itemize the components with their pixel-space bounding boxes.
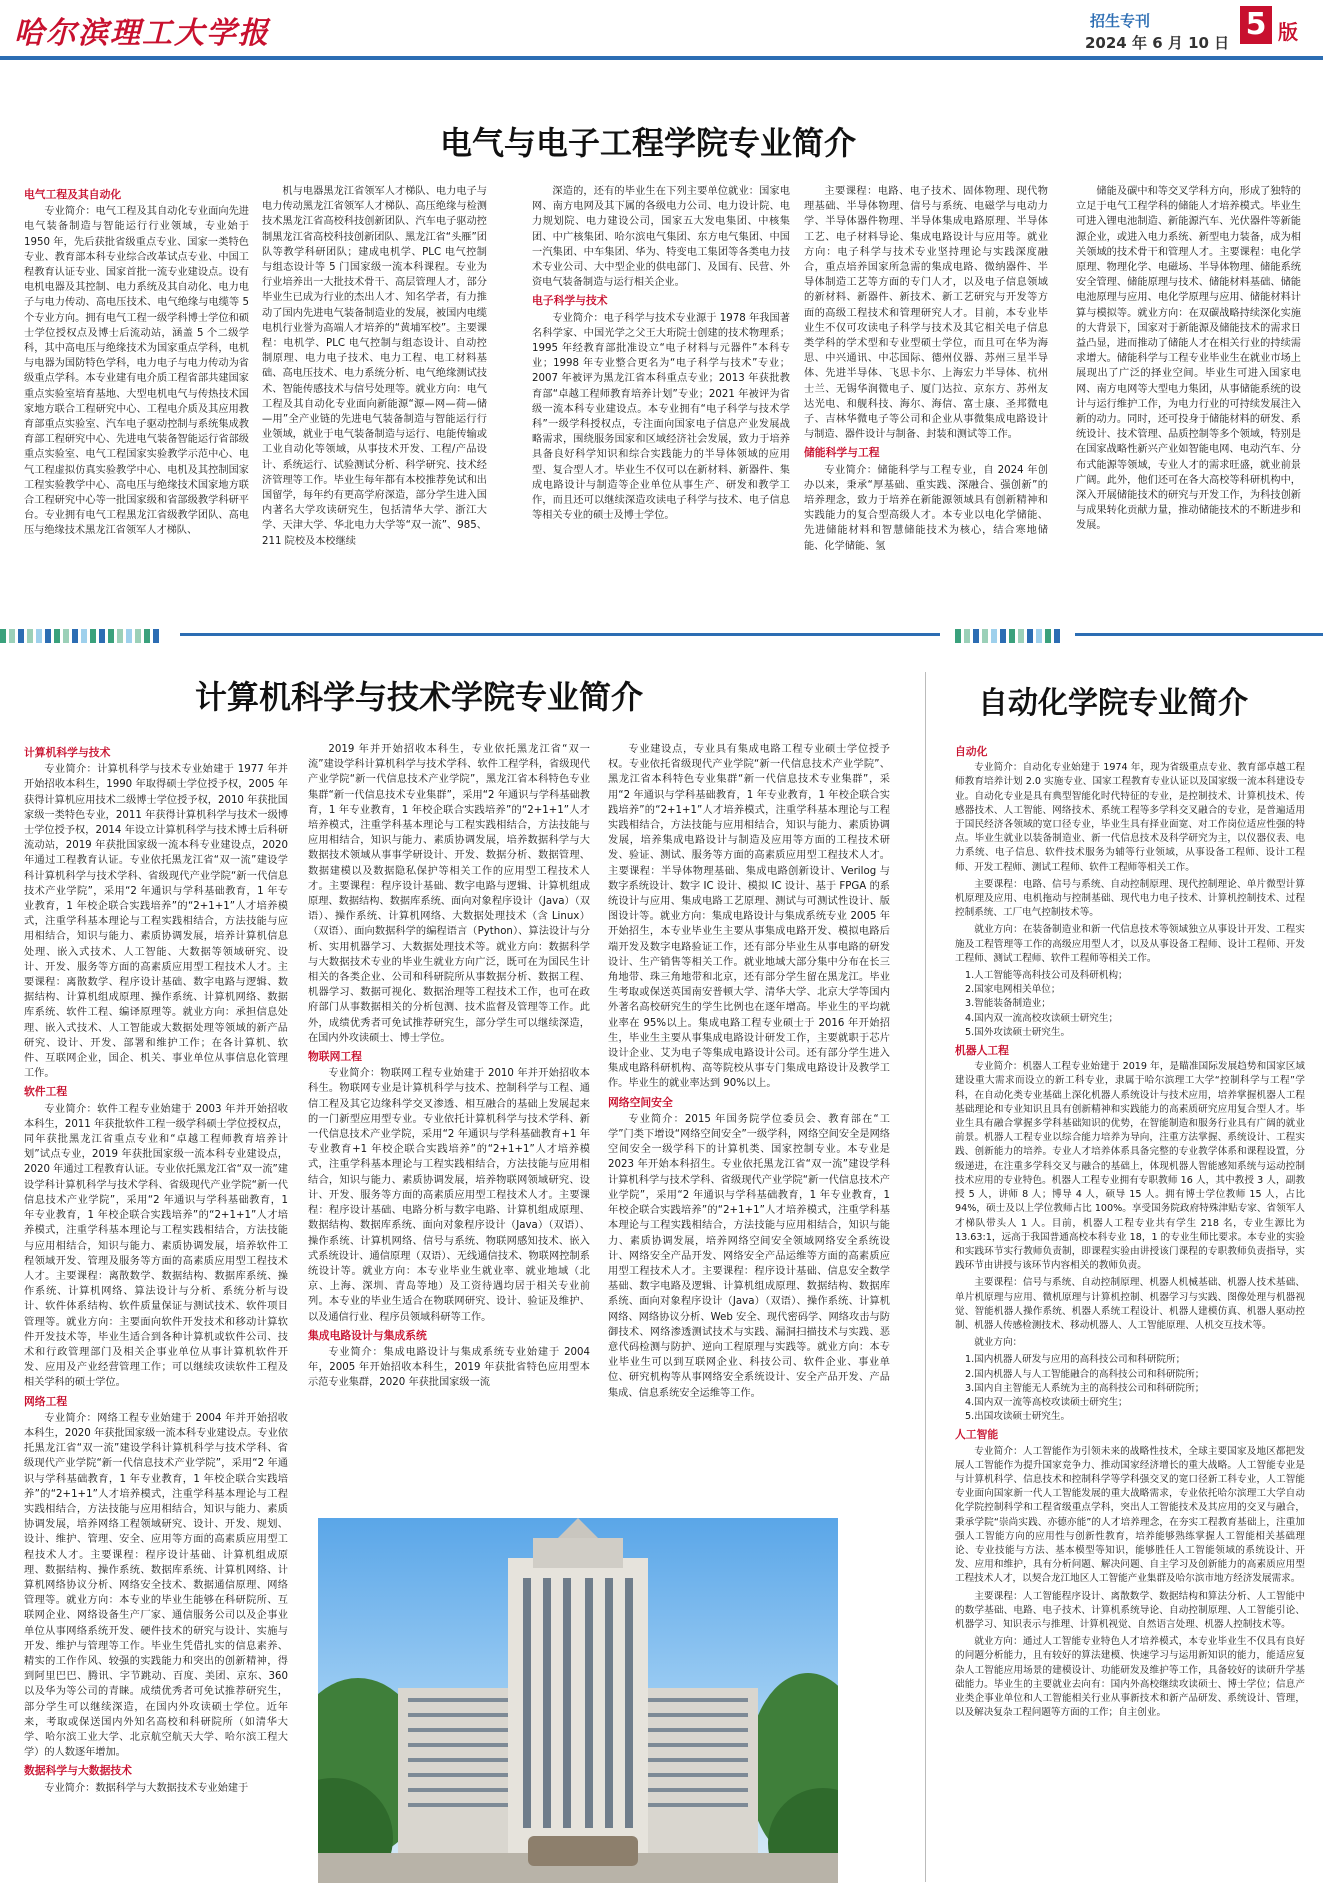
paragraph: 储能及碳中和等交叉学科方向，形成了独特的立足于电气工程学科的储能人才培养模式。毕业生可进入锂电池制造、新能源汽车、光伏器件等新能源企业，或进入电力系统、新型电力装备，成为相关领域的技术骨干和管理人才。主要课程：电化学原理、物理化学、电磁场、半导体物理、储能系统安全管理、储能原理与技术、储能材料基础、储能电池原理与应用、电化学原理与应用、储能材料计算与模拟等。就业方向：在双碳战略持续深化实施的大背景下，国家对于新能源及储能技术的需求日益凸显，进而推动了储能人才在相关行业的持续需求增大。储能科学与工程专业毕业生在就业市场上展现出了广泛的择业空间。毕业生可进入国家电网、南方电网等大型电力集团，从事储能系统的设计与运行维护工作，为电力行业的可持续发展注入新的动力。同时，还可投身于储能材料的研发、系统设计、技术管理、品质控制等多个领域，特别是在国家战略性新兴产业如智能电网、电动汽车、分布式能源等领域，专业人才的需求旺盛，就业前景广阔。此外，他们还可在各大高校等科研机构中，深入开展储能技术的研究与开发工作，为科技创新与成果转化贡献力量，推动储能技术的不断进步和发展。 bbox=[1076, 186, 1301, 532]
issue-date: 2024 年 6 月 10 日 bbox=[1085, 34, 1230, 52]
paragraph: 专业简介：电气工程及其自动化专业面向先进电气装备制造与智能运行行业领域，专业始于 1950 年，先后获批省级重点专业、国家一类特色专业、教育部本科专业综合改革试点专业、中国工程教育认证专业、国家首批一流专业建设点。设有电机电器及其控制、电力系统及其自动化、电力电子与电力传动、高电压技术、电气绝缘与电缆等 5 个专业方向。拥有电气工程一级学科博士学位和硕士学位授权点及博士后流动站，涵盖 5 个二级学科，其中高电压与绝缘技术为国家重点学科，电机与电器为国防特色学科，电力电子与电力传动为省级重点学科。本专业建有电介质工程省部共建国家重点实验室培育基地、大型电机电气与传热技术国家地方联合工程研究中心、工程电介质及其应用教育部重点实验室、汽车电子驱动控制与系统集成教育部工程研究中心、先进电气装备智能运行省部级重点实验室、电气工程国家实验教学示范中心、电气工程虚拟仿真实验教学中心、电机及其控制国家工程实验教学中心、高电压与绝缘技术国家地方联合工程研究中心等一批国家级和省部级教学科研平台。专业拥有电气工程黑龙江省级教学团队、高电压与绝缘技术黑龙江省领军人才梯队、 bbox=[24, 206, 249, 537]
paragraph: 专业简介：软件工程专业始建于 2003 年并开始招收本科生，2011 年获批软件工程一级学科硕士学位授权点，同年获批黑龙江省重点专业和“卓越工程师教育培养计划”试点专业，2019 年获批国家级一流本科专业建设点，2020 年通过工程教育认证。专业依托黑龙江省“双一流”建设学科计算机科学与技术学科、省级现代产业学院“新一代信息技术产业学院”，采用“2 年通识与学科基础教育，1 年专业教育，1 年校企联合实践培养”的“2+1+1”人才培养模式，注重学科基本理论与工程实践相结合，方法技能与应用相结合，知识与能力、素质协调发展，培养软件工程领域开发、管理及服务等方面的高素质应用型工程技术人才。主要课程：离散数学、数据结构、数据库系统、操作系统、计算机网络、算法设计与分析、系统分析与设计、软件体系结构、软件质量保证与测试技术、软件项目管理等。就业方向：主要面向软件开发技术和移动计算软件开发技术等，毕业生适合到各种计算机或软件公司、技术和行政管理部门及相关企事业单位从事计算机软件开发、应用及产业经营管理工作；可以继续攻读软件工程及相关学科的硕士学位。 bbox=[24, 1103, 288, 1389]
employment-list bbox=[955, 1353, 1305, 1424]
automation-section-title: 自动化学院专业简介 bbox=[978, 686, 1248, 721]
paragraph: 就业方向：在装备制造业和新一代信息技术等领域独立从事设计开发、工程实施及工程管理等工作的高级应用型人才，以及从事设备工程师、设计工程师、开发工程师、测试工程师、软件工程师等相关工作。 bbox=[955, 924, 1305, 964]
automation-column bbox=[955, 742, 1305, 1882]
paragraph: 专业简介：2015 年国务院学位委员会、教育部在“工学”门类下增设“网络空间安全”一级学科，网络空间安全是网络空间安全一级学科下的计算机类、国家控制专业。本专业是 2023 年开始本科招生。专业依托黑龙江省“双一流”建设学科计算机科学与技术学科、省级现代产业学院“新一代信息技术产业学院”，采用“2 年通识与学科基础教育，1 年专业教育，1 年校企联合实践培养”的“2+1+1”人才培养模式，注重学科基本理论与工程实践相结合，方法技能与应用相结合，知识与能力、素质协调发展，培养网络空间安全领域网络安全系统设计、网络安全产品开发、网络安全产品运维等方面的高素质应用型工程技术人才。主要课程：程序设计基础、信息安全数学基础、数字电路及逻辑、计算机组成原理、数据结构、数据库系统、面向对象程序设计（Java）（双语）、操作系统、计算机网络、网络协议分析、Web 安全、现代密码学、网络攻击与防御技术、网络渗透测试技术与实践、漏洞扫描技术与实践、恶意代码检测与防护、逆向工程原理与实践等。就业方向：本专业毕业生可以到互联网企业、科技公司、软件企业、事业单位、研究机构等从事网络安全系统设计、安全产品开发、产品集成、信息系统安全运维等工作。 bbox=[608, 1113, 890, 1399]
employment-list bbox=[955, 969, 1305, 1040]
major-heading: 自动化 bbox=[955, 745, 988, 758]
major-heading: 人工智能 bbox=[955, 1428, 999, 1442]
paragraph: 专业简介：网络工程专业始建于 2004 年并开始招收本科生，2020 年获批国家级一流本科专业建设点。专业依托黑龙江省“双一流”建设学科计算机科学与技术学科、省级现代产业学院“新一代信息技术产业学院”，采用“2 年通识与学科基础教育，1 年专业教育，1 年校企联合实践培养”的“2+1+1”人才培养模式，注重学科基本理论与工程实践相结合，方法技能与应用相结合，知识与能力、素质协调发展，培养网络工程领域研究、设计、开发、规划、设计、维护、管理、安全、应用等方面的高素质应用型工程技术人才。主要课程：程序设计基础、计算机组成原理、数据结构、操作系统、数据库系统、计算机网络、计算机网络协议分析、网络安全技术、数据通信原理、网络管理等。就业方向：本专业的毕业生能够在科研院所、互联网企业、网络设备生产厂家、通信服务公司以及企事业单位从事网络系统开发、硬件技术的研究与设计、实施与开发、维护与管理等工作。毕业生凭借扎实的信息素养、精实的工作作风、较强的实践能力和突出的创新精神，得到阿里巴巴、腾讯、字节跳动、百度、美团、京东、360 以及华为等公司的青睐。成绩优秀者可免试推荐研究生，部分学生可以继续深造，在国内外攻读硕士学位。近年来，考取或保送国内外知名高校和科研院所（如清华大学、哈尔滨工业大学、北京航空航天大学、哈尔滨工程大学）的人数逐年增加。 bbox=[24, 1412, 288, 1759]
computer-column-1 bbox=[24, 742, 288, 1882]
list-item: 3.国内自主智能无人系统为主的高科技公司和科研院所； bbox=[965, 1382, 1205, 1394]
masthead-rule bbox=[0, 56, 1323, 60]
section-rule bbox=[180, 633, 940, 636]
major-heading: 数据科学与大数据技术 bbox=[24, 1764, 132, 1778]
computer-column-3 bbox=[608, 742, 890, 1512]
major-heading: 物联网工程 bbox=[308, 1050, 362, 1064]
electrical-column-1 bbox=[24, 184, 249, 599]
paragraph: 专业简介：电子科学与技术专业源于 1978 年我国著名科学家、中国光学之父王大珩院士创建的技术物理系；1995 年经教育部批准设立“电子材料与元器件”本科专业；1998 年专业整合更名为“电子科学与技术”专业；2007 年被评为黑龙江省本科重点专业；2013 年获批教育部“卓越工程师教育培养计划”专业；2021 年被评为省级一流本科专业建设点。本专业拥有“电子科学与技术学科”一级学科授权点，专注面向国家电子信息产业发展战略需求，围绕服务国家和区域经济社会发展，致力于培养具备良好科学知识和综合实践能力的半导体领域的应用型、复合型人才。毕业生不仅可以在新材料、新器件、集成电路设计与制造等企业单位从事生产、研发和教学工作，而且还可以继续深造攻读电子科学与技术、电子信息等相关专业的硕士及博士学位。 bbox=[532, 312, 790, 522]
paragraph: 就业方向： bbox=[974, 1337, 1023, 1349]
electrical-column-5 bbox=[1076, 184, 1301, 599]
section-rule bbox=[1075, 633, 1323, 636]
decorative-band bbox=[955, 628, 1075, 642]
paragraph: 专业简介：人工智能作为引领未来的战略性技术，全球主要国家及地区都把发展人工智能作为提升国家竞争力、推动国家经济增长的重大战略。人工智能专业是与计算机科学、信息技术和控制科学等学科强交叉的宽口径新工科专业，人工智能专业面向国家新一代人工智能发展的重大战略需求，专业依托哈尔滨理工大学自动化学院控制科学和工程省级重点学科，突出人工智能技术及其应用的交叉与融合，秉承学院“崇尚实践、亦德亦能”的人才培养理念，在夯实工程教育基础上，注重加强人工智能方向的应用性与创新性教育，培养能够熟练掌握人工智能相关基础理论、专业技能与方法、基本模型等知识，能够胜任人工智能领域的系统设计、开发、应用和维护，具有分析问题、解决问题、自主学习及创新能力的高素质应用型工程技术人才，以契合龙江地区人工智能产业集群及哈尔滨市地方经济发展需求。 bbox=[955, 1445, 1305, 1585]
list-item: 4.国内双一流高校攻读硕士研究生； bbox=[965, 1012, 1119, 1024]
list-item: 2.国家电网相关单位； bbox=[965, 984, 1061, 996]
paper-name: 哈尔滨理工大学报 bbox=[14, 16, 270, 51]
list-item: 3.智能装备制造业； bbox=[965, 998, 1051, 1010]
major-heading: 储能科学与工程 bbox=[804, 446, 880, 460]
page-number-badge: 5 bbox=[1240, 6, 1272, 44]
electrical-section-title: 电气与电子工程学院专业简介 bbox=[440, 124, 857, 162]
masthead bbox=[0, 0, 1323, 56]
electrical-column-2 bbox=[262, 184, 487, 599]
paragraph: 专业简介：物联网工程专业始建于 2010 年并开始招收本科生。物联网专业是计算机科学与技术、控制科学与工程、通信工程及其它边缘科学交叉渗透、相互融合的基础上发展起来的一门新型应用型专业。专业依托计算机科学与技术学科、新一代信息技术产业学院，采用“2 年通识与学科基础教育+1 年专业教育+1 年校企联合实践培养”的“2+1+1”人才培养模式，注重学科基本理论与工程实践相结合，方法技能与应用相结合，知识与能力、素质协调发展，培养物联网领域研究、设计、开发、服务等方面的高素质应用型工程技术人才。主要课程：程序设计基础、电路分析与数字电路、计算机组成原理、数据结构、数据库系统、面向对象程序设计（Java）（双语）、操作系统、计算机网络、信号与系统、物联网感知技术、嵌入式系统设计、通信原理（双语）、无线通信技术、物联网控制系统设计等。就业方向：本专业毕业生就业率、就业地域（北京、上海、深圳、青岛等地）及工资待遇均居于相关专业前列。本专业的毕业生适合在物联网研究、设计、验证及维护、以及通信行业、程序员领域科研等工作。 bbox=[308, 1068, 590, 1323]
paragraph: 深造的，还有的毕业生在下列主要单位就业：国家电网、南方电网及其下属的各级电力公司、电力设计院、电力规划院、电力建设公司，国家五大发电集团、中核集团、中广核集团、哈尔滨电气集团、东方电气集团、中国一汽集团、中车集团、华为、特变电工集团等各类电力技术专业公司、大中型企业的供电部门、及国有、民营、外资电气装备制造与运行相关企业。 bbox=[532, 186, 790, 289]
list-item: 2.国内机器人与人工智能融合的高科技公司和科研院所； bbox=[965, 1368, 1205, 1380]
campus-building-photo bbox=[318, 1518, 838, 1883]
paragraph: 机与电器黑龙江省领军人才梯队、电力电子与电力传动黑龙江省领军人才梯队、高压绝缘与检测技术黑龙江省高校科技创新团队、汽车电子驱动控制黑龙江省高校科技创新团队、黑龙江省“头雁”团队等教学科研团队；建成电机学、PLC 电气控制与组态设计等 5 门国家级一流本科课程。专业为行业培养出一大批技术骨干、高层管理人才，部分毕业生已成为行业的杰出人才、知名学者，有力推动了国内先进电气装备制造业的发展，被国内电缆电机行业誉为高端人才培养的“黄埔军校”。主要课程：电机学、PLC 电气控制与组态设计、自动控制原理、电力电子技术、电力工程、电工材料基础、高电压技术、电力系统分析、电气绝缘测试技术、智能传感技术与信号处理等。就业方向：电气工程及其自动化专业面向新能源“源—网—荷—储—用”全产业链的先进电气装备制造与智能运行行业领域，就业于电气装备制造与运行、电能传输或工业自动化等领域，从事技术开发、工程/产品设计、系统运行、试验测试分析、科学研究、技术经济管理等工作。毕业生每年都有本校推荐免试和出国留学，每年约有更高学府深造，部分学生进入国内著名大学攻读研究生，包括清华大学、浙江大学、天津大学、华北电力大学等“双一流”、985、211 院校及本校继续 bbox=[262, 186, 487, 547]
paragraph: 2019 年并开始招收本科生，专业依托黑龙江省“双一流”建设学科计算机科学与技术学科、软件工程学科，省级现代产业学院“新一代信息技术产业学院”，黑龙江省本科特色专业集群“新一代信息技术专业集群”，采用“2 年通识与学科基础教育，1 年专业教育，1 年校企联合实践培养”的“2+1+1”人才培养模式，注重学科基本理论与工程实践相结合，方法技能与应用相结合，知识与能力、素质协调发展，培养数据科学与大数据技术领域从事事学研设计、开发、数据分析、数据管理、数据建模以及数据隐私保护等相关工作的应用型工程技术人才。主要课程：程序设计基础、数字电路与逻辑、计算机组成原理、数据结构、数据库系统、面向对象程序设计（Java）（双语）、操作系统、计算机网络、大数据处理技术（含 Linux）（双语）、面向数据科学的编程语言（Python）、算法设计与分析、实用机器学习、大数据处理技术等。就业方向：数据科学与大数据技术专业的毕业生就业方向广泛，既可在为国民生计相关的各类企业、公司和科研院所从事数据分析、数据工程、机器学习、数据可视化、数据治理等工程技术工作，也可在政府部门从事数据相关的分析包测、技术监督及管理等工作。此外，成绩优秀者可免试推荐研究生，部分学生可以继续深造，在国内外攻读硕士、博士学位。 bbox=[308, 744, 590, 1044]
major-heading: 计算机科学与技术 bbox=[24, 746, 111, 759]
major-heading: 机器人工程 bbox=[955, 1044, 1009, 1058]
paragraph: 专业简介：储能科学与工程专业，自 2024 年创办以来，秉承“厚基础、重实践、深融合、强创新”的培养理念，致力于培养在新能源领域具有创新精神和实践能力的复合型高级人才。本专业以电化学储能、先进储能材料和智慧储能技术为核心，结合寒地储能、化学储能、氢 bbox=[804, 464, 1048, 552]
paragraph: 专业建设点，专业具有集成电路工程专业硕士学位授予权。专业依托省级现代产业学院“新一代信息技术产业学院”、黑龙江省本科特色专业集群“新一代信息技术专业集群”，采用“2 年通识与学科基础教育，1 年专业教育，1 年校企联合实践培养”的“2+1+1”人才培养模式，注重学科基本理论与工程实践相结合，方法技能与应用相结合，知识与能力、素质协调发展，培养集成电路设计与制造及应用等方面的工程技术研发、验证、测试、服务等方面的高素质应用型工程技术人才。主要课程：半导体物理基础、集成电路创新设计、Verilog 与数字系统设计、数字 IC 设计、模拟 IC 设计、基于 FPGA 的系统设计与应用、集成电路工艺原理、测试与可测试性设计、版图设计等。就业方向：集成电路设计与集成系统专业 2005 年开始招生，本专业毕业生主要从事集成电路开发、模拟电路后端开发及数字电路验证工作，还有部分毕业生从事电路的研发设计、生产销售等相关工作。就业地域大部分集中分布在长三角地带、珠三角地带和北京，还有部分学生留在黑龙江。毕业生考取或保送英国南安普顿大学、清华大学、北京大学等国内外著名高校研究生的学生比例也在逐年增高。毕业生的平均就业率在 95%以上。集成电路工程专业硕士于 2016 年开始招生，毕业生主要从事集成电路设计研发工作，主要就职于芯片设计企业、艾为电子等集成电路设计公司。还有部分学生进入集成电路科研机构、高等院校从事专门集成电路设计及教学工作。毕业生的就业率达到 90%以上。 bbox=[608, 744, 890, 1090]
paragraph: 专业简介：数据科学与大数据技术专业始建于 bbox=[44, 1782, 249, 1794]
paragraph: 专业简介：机器人工程专业始建于 2019 年，是瞄准国际发展趋势和国家区域建设重大需求而设立的新工科专业，隶属于哈尔滨理工大学“控制科学与工程”学科，在自动化类专业基础上深化机器人系统设计与技术应用，培养掌握机器人工程基础理论和专业知识且具有创新精神和实践能力的高素质研究应用复合型人才。毕业生具有融合掌握多学科基础知识的优势，在智能制造和服务行业具有广阔的就业前景。机器人工程专业以综合能力培养为导向，注重方法掌握、系统设计、工程实践、创新能力的培养。专业人才培养体系具备完整的专业教学体系和课程设置，分级递进，在注重多学科交叉与融合的基础上，体现机器人智能感知系统与运动控制技术应用的专业特色。机器人工程专业拥有专职教师 16 人，其中教授 3 人，副教授 5 人，讲师 8 人；博导 4 人，硕导 15 人。拥有博士学位教师 15 人，占比 94%，硕士及以上学位教师占比 100%。享受国务院政府特殊津贴专家、省领军人才梯队带头人 1 人。目前，机器人工程专业共有学生 218 名，专业生源比为 13.63:1，远高于我国普通高校本科专业 18，1 的专业生师比要求。本专业的实验和实践环节实行教师负责制，即课程实验由讲授该门课程的专职教师负责指导，实践环节由讲授与该环节内容相关的教师负责。 bbox=[955, 1061, 1305, 1272]
major-heading: 集成电路设计与集成系统 bbox=[308, 1328, 427, 1342]
major-heading: 软件工程 bbox=[24, 1085, 68, 1099]
list-item: 5.国外攻读硕士研究生。 bbox=[965, 1026, 1071, 1038]
electrical-column-3 bbox=[532, 184, 790, 599]
major-heading: 电气工程及其自动化 bbox=[24, 188, 122, 201]
paragraph: 主要课程：电路、电子技术、固体物理、现代物理基础、半导体物理、信号与系统、电磁学与电动力学、半导体器件物理、半导体集成电路原理、半导体工艺、电子材料导论、集成电路设计与应用等。就业方向：电子科学与技术专业坚持理论与实践深度融合，重点培养国家所急需的集成电路、微纳器件、半导体制造工艺等方面的专门人才，以及电子信息领域的新材料、新器件、新技术、新工艺研究与开发等方面的高级工程技术和管理研究人才。目前，本专业毕业生不仅可攻读电子科学与技术及其它相关电子信息类学科的学术型和专业型硕士学位，而且可在华为海思、中兴通讯、中芯国际、德州仪器、苏州三星半导体、先进半导体、飞思卡尔、上海宏力半导体、杭州士兰、无锡华润微电子、厦门达拉、京东方、苏州友达光电、和舰科技、海尔、海信、富士康、圣邦微电子、吉林华微电子等公司和企业从事微集成电路设计与制造、器件设计与制备、封装和测试等工作。 bbox=[804, 186, 1048, 441]
decorative-band bbox=[0, 628, 180, 642]
list-item: 1.人工智能等高科技公司及科研机构； bbox=[965, 970, 1128, 982]
computer-section-title: 计算机科学与技术学院专业简介 bbox=[195, 678, 644, 716]
paragraph: 主要课程：电路、信号与系统、自动控制原理、现代控制理论、单片微型计算机原理及应用、电机拖动与控制基础、现代电力电子技术、计算机控制技术、过程控制系统、工厂电气控制技术等。 bbox=[955, 878, 1305, 919]
paragraph: 专业简介：自动化专业始建于 1974 年，现为省级重点专业、教育部卓越工程师教育培养计划 2.0 实施专业、国家工程教育专业认证以及国家级一流本科建设专业。自动化专业是具有典型智能化时代特征的专业，是控制技术、计算机技术、传感器技术、人工智能、网络技术、系统工程等多学科交叉融合的专业，是普遍适用于国民经济各领域的宽口径专业，毕业生具有择业面宽、对工作岗位适应性强的特点。毕业生就业以装备制造业、新一代信息技术及科学研究为主，以仪器仪表、电力系统、电子信息、软件技术服务为辅等行业领域，从事设备工程师、设计工程师、开发工程师、测试工程师、软件工程师等相关工作。 bbox=[955, 762, 1305, 873]
list-item: 4.国内双一流等高校攻读硕士研究生； bbox=[965, 1396, 1128, 1408]
paragraph: 专业简介：集成电路设计与集成系统专业始建于 2004 年，2005 年开始招收本科生，2019 年获批省特色应用型本示范专业集群，2020 年获批国家级一流 bbox=[308, 1346, 590, 1389]
column-divider bbox=[925, 672, 926, 1882]
major-heading: 电子科学与技术 bbox=[532, 294, 608, 308]
computer-column-2 bbox=[308, 742, 590, 1512]
major-heading: 网络工程 bbox=[24, 1394, 68, 1408]
paragraph: 专业简介：计算机科学与技术专业始建于 1977 年并开始招收本科生，1990 年取得硕士学位授予权，2005 年获得计算机应用技术二级博士学位授予权，2010 年获批国家级一类特色专业，2011 年获得计算机科学与技术一级博士学位授予权，2014 年设立计算机科学与技术博士后科研流动站，2019 年获批国家级一流本科专业建设点，2020 年通过工程教育认证。专业依托黑龙江省“双一流”建设学科计算机科学与技术学科、省级现代产业学院“新一代信息技术产业学院”，采用“2 年通识与学科基础教育，1 年专业教育，1 年校企联合实践培养”的“2+1+1”人才培养模式，注重学科基本理论与工程实践相结合，方法技能与应用相结合，知识与能力、素质协调发展，培养计算机信息处理、嵌入式技术、人工智能、大数据等领域研究、设计、开发、服务等方面的高素质应用型工程技术人才。主要课程：离散数学、程序设计基础、数字电路与逻辑、数据结构、计算机组成原理、操作系统、计算机网络、数据库系统、软件工程、编译原理等。就业方向：承担信息处理、嵌入式技术、人工智能或大数据处理等领域的新产品研究、设计、开发、部署和维护工作；在各计算机、软件、互联网企业，国企、机关、事业单位从事信息化管理工作。 bbox=[24, 764, 288, 1080]
list-item: 5.出国攻读硕士研究生。 bbox=[965, 1411, 1071, 1423]
list-item: 1.国内机器人研发与应用的高科技公司和科研院所； bbox=[965, 1354, 1186, 1366]
major-heading: 网络空间安全 bbox=[608, 1095, 673, 1109]
paragraph: 主要课程：信号与系统、自动控制原理、机器人机械基础、机器人技术基础、单片机原理与应用、微机原理与计算机控制、机器学习与实践、图像处理与机器视觉、智能机器人操作系统、机器人系统工程设计、机器人建模仿真、机器人驱动控制、机器人传感检测技术、移动机器人、人工智能原理、人机交互技术等。 bbox=[955, 1277, 1305, 1331]
building-illustration bbox=[318, 1518, 838, 1883]
special-issue-label: 招生专刊 bbox=[1090, 12, 1151, 30]
page-unit: 版 bbox=[1278, 20, 1298, 44]
electrical-column-4 bbox=[804, 184, 1048, 599]
paragraph: 就业方向：通过人工智能专业特色人才培养模式，本专业毕业生不仅具有良好的问题分析能力，且有较好的算法建模、快速学习与运用新知识的能力，能适应复杂人工智能应用场景的建模设计、功能研发及维护等工作，具备较好的读研升学基础能力。毕业生的主要就业去向有：国内外高校继续攻读硕士、博士学位；信息产业类企事业单位和人工智能相关行业从事新技术和新产品研发、系统设计、管理，以及解决复杂工程问题等方面的工作；自主创业。 bbox=[955, 1636, 1305, 1719]
paragraph: 主要课程：人工智能程序设计、离散数学、数据结构和算法分析、人工智能中的数学基础、电路、电子技术、计算机系统导论、自动控制原理、人工智能引论、机器学习、知识表示与推理、计算机视觉、自然语言处理、机器人控制技术等。 bbox=[955, 1590, 1305, 1630]
